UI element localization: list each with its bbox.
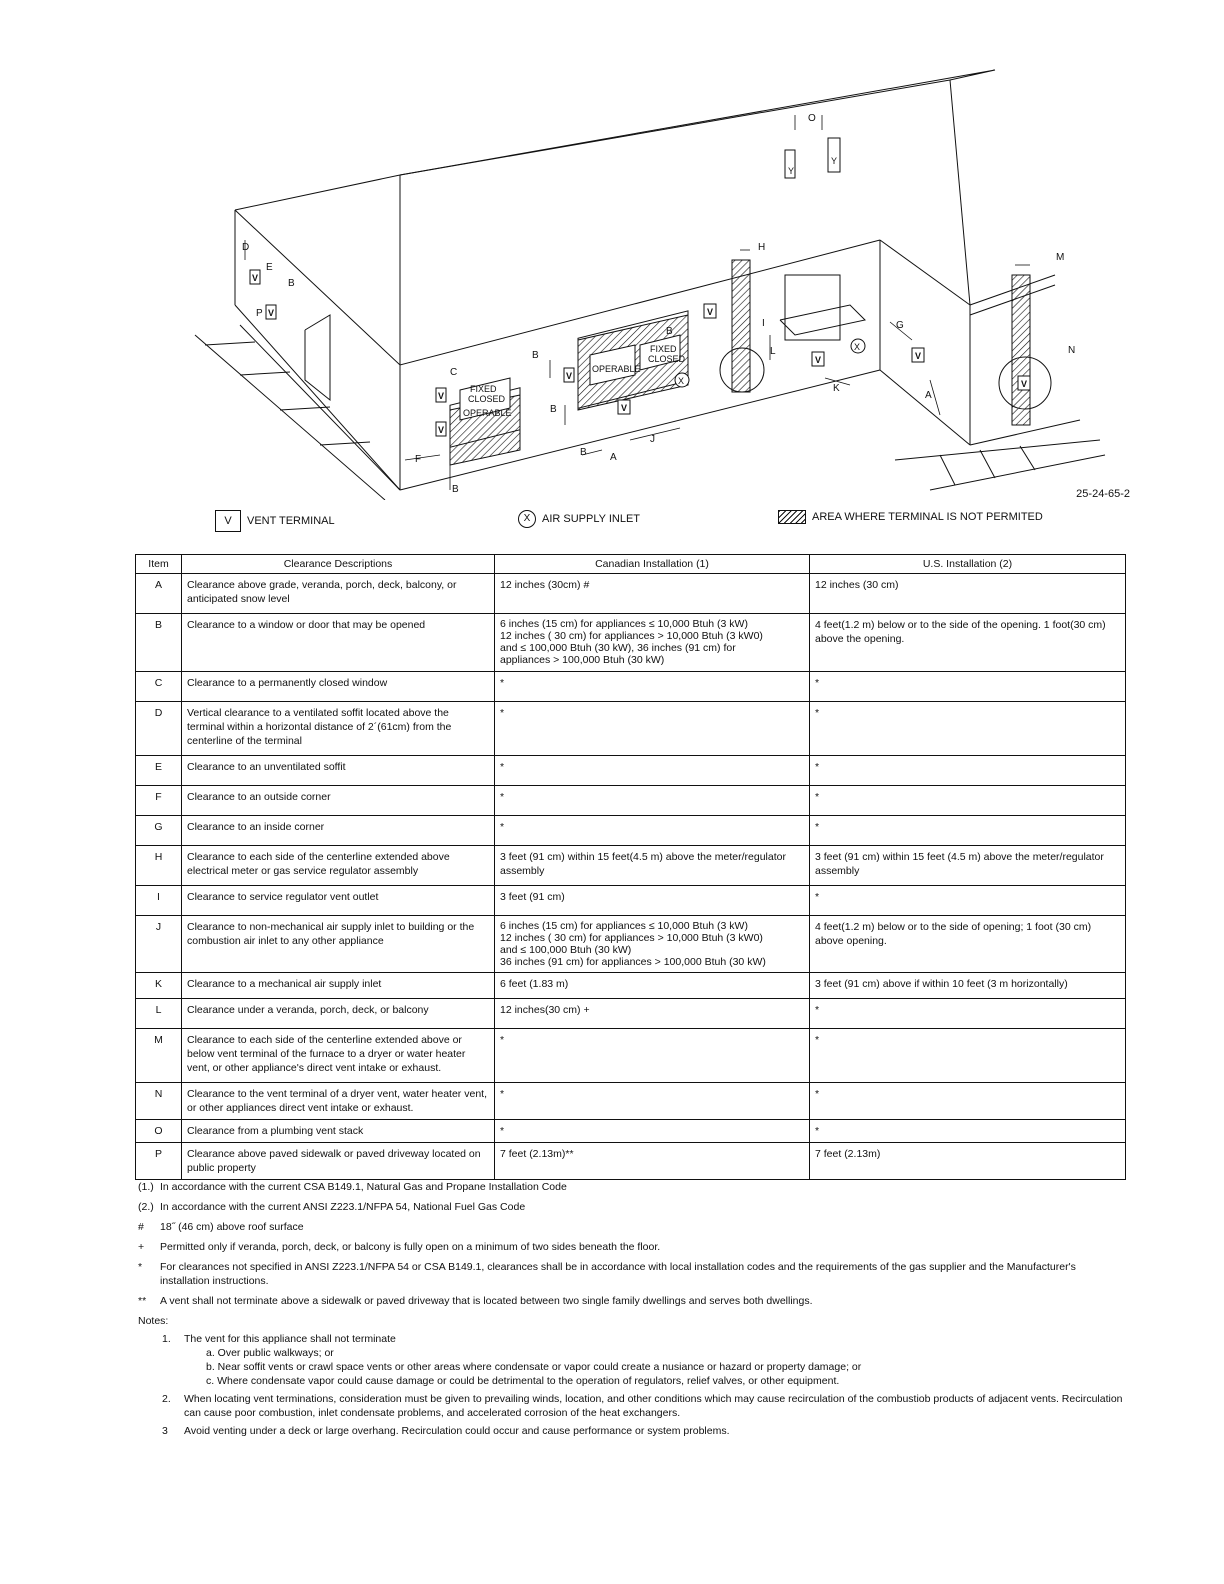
footnote [138,1294,1128,1308]
dim-label-g: G [896,320,904,331]
dim-label-d: D [242,242,250,253]
item-code: N [136,1083,182,1120]
table-row [136,574,1126,614]
clearance-description: Clearance to each side of the centerline extended above or below vent terminal of the furnace to a dryer or water heater vent, or other appliance's direct vent intake or exhaust. [182,1029,495,1083]
canadian-value: 3 feet (91 cm) within 15 feet(4.5 m) above the meter/regulator assembly [495,846,810,886]
legend-hatch-area [778,510,1043,524]
us-value: * [810,816,1126,846]
legend-vent-label: VENT TERMINAL [247,515,335,527]
us-value: * [810,1120,1126,1143]
note-text: The vent for this appliance shall not terminate [184,1333,396,1345]
us-value: 4 feet(1.2 m) below or to the side of opening; 1 foot (30 cm) above opening. [810,916,1126,973]
canadian-value: * [495,816,810,846]
canadian-value: * [495,756,810,786]
canadian-value: 7 feet (2.13m)** [495,1143,810,1180]
header-item: Item [136,555,182,574]
footnote [138,1220,1128,1234]
us-value: * [810,999,1126,1029]
table-row [136,1120,1126,1143]
dim-label-j: J [650,434,655,445]
us-value: * [810,672,1126,702]
dim-label-o: O [808,113,816,124]
us-value: * [810,702,1126,756]
item-code: P [136,1143,182,1180]
vent-symbol: V [268,308,275,318]
dim-label-e: E [266,262,273,273]
canadian-value: 6 inches (15 cm) for appliances ≤ 10,000 Btuh (3 kW) 12 inches ( 30 cm) for appliances > 10,000 Btuh (3 kW0) and ≤ 100,000 Btuh (30 kW), 36 inches (91 cm) for appliances > 100,000 Btuh (30 kW) [495,614,810,672]
window-operable-label-2: OPERABLE [592,364,641,374]
item-code: L [136,999,182,1029]
us-value: * [810,1083,1126,1120]
vent-symbol: V [707,307,714,317]
clearance-description: Clearance to the vent terminal of a dryer vent, water heater vent, or other appliances direct vent intake or exhaust. [182,1083,495,1120]
clearance-description: Clearance to service regulator vent outlet [182,886,495,916]
item-code: F [136,786,182,816]
item-code: M [136,1029,182,1083]
dim-label-l: L [770,346,776,357]
canadian-value: 6 feet (1.83 m) [495,973,810,999]
table-row [136,999,1126,1029]
house-clearance-diagram [150,60,1130,500]
us-value: 12 inches (30 cm) [810,574,1126,614]
table-row [136,756,1126,786]
clearance-description: Clearance to an outside corner [182,786,495,816]
vent-symbol: V [621,403,628,413]
clearance-description: Clearance to non-mechanical air supply inlet to building or the combustion air inlet to any other appliance [182,916,495,973]
note-item [162,1392,1128,1420]
canadian-value: * [495,672,810,702]
header-us: U.S. Installation (2) [810,555,1126,574]
dim-label-b: B [452,484,459,495]
item-code: G [136,816,182,846]
table-row [136,1143,1126,1180]
dim-label-h: H [758,242,766,253]
dim-label-n: N [1068,345,1076,356]
footnote [138,1200,1128,1214]
legend-vent-terminal [215,510,335,532]
us-value: 4 feet(1.2 m) below or to the side of the opening. 1 foot(30 cm) above the opening. [810,614,1126,672]
us-value: * [810,886,1126,916]
clearance-description: Clearance from a plumbing vent stack [182,1120,495,1143]
item-code: J [136,916,182,973]
canadian-value: 3 feet (91 cm) [495,886,810,916]
footnote-mark: + [138,1241,145,1253]
note-item [162,1332,1128,1346]
item-code: K [136,973,182,999]
footnote [138,1260,1128,1288]
clearance-description: Clearance to an unventilated soffit [182,756,495,786]
stack-label: Y [788,166,795,176]
figure-id: 25-24-65-2 [1076,488,1130,500]
table-row [136,846,1126,886]
footnote-mark: * [138,1261,143,1273]
dim-label-a2: A [610,452,617,463]
table-row [136,1029,1126,1083]
header-description: Clearance Descriptions [182,555,495,574]
clearance-description: Clearance under a veranda, porch, deck, or balcony [182,999,495,1029]
footnote-text: A vent shall not terminate above a sidewalk or paved driveway that is located between two single family dwellings and serves both dwellings. [160,1295,813,1307]
house-illustration [150,60,1130,500]
footnote [138,1240,1128,1254]
item-code: O [136,1120,182,1143]
footnote-text: In accordance with the current CSA B149.1, Natural Gas and Propane Installation Code [160,1181,567,1193]
us-value: * [810,756,1126,786]
item-code: H [136,846,182,886]
us-value: 3 feet (91 cm) within 15 feet (4.5 m) above the meter/regulator assembly [810,846,1126,886]
note-text: Avoid venting under a deck or large overhang. Recirculation could occur and cause performance or system problems. [184,1425,730,1437]
item-code: D [136,702,182,756]
vent-terminal-icon: V [215,510,241,532]
footnote [138,1180,1128,1194]
table-row [136,786,1126,816]
us-value: * [810,786,1126,816]
air-inlet-symbol: X [678,376,685,386]
us-value: * [810,1029,1126,1083]
window-fixed-label-1: FIXED [470,384,497,394]
canadian-value: 12 inches (30cm) # [495,574,810,614]
vent-symbol: V [566,371,573,381]
clearance-description: Clearance above grade, veranda, porch, deck, balcony, or anticipated snow level [182,574,495,614]
air-inlet-icon: X [518,510,536,528]
table-row [136,1083,1126,1120]
window-closed-label-1: CLOSED [468,394,506,404]
footnote-text: For clearances not specified in ANSI Z223.1/NFPA 54 or CSA B149.1, clearances shall be in accordance with local installation codes and the requirements of the gas supplier and the Manufacturer's installation instructions. [160,1261,1076,1287]
footnote-mark: # [138,1221,144,1233]
dim-label-b: B [532,350,539,361]
header-canadian: Canadian Installation (1) [495,555,810,574]
legend-hatch-label: AREA WHERE TERMINAL IS NOT PERMITED [812,511,1043,523]
dim-label-p: P [256,308,263,319]
note-item [162,1424,1128,1438]
us-value: 7 feet (2.13m) [810,1143,1126,1180]
canadian-value: * [495,1083,810,1120]
clearance-table [135,554,1126,1180]
dim-label-a: A [925,390,932,401]
note-number: 3 [162,1425,168,1437]
clearance-description: Clearance above paved sidewalk or paved driveway located on public property [182,1143,495,1180]
dim-label-i: I [762,318,765,329]
canadian-value: * [495,786,810,816]
dim-label-m: M [1056,252,1065,263]
clearance-description: Clearance to a window or door that may be opened [182,614,495,672]
canadian-value: 6 inches (15 cm) for appliances ≤ 10,000 Btuh (3 kW) 12 inches ( 30 cm) for appliances > 10,000 Btuh (3 kW0) and ≤ 100,000 Btuh (30 kW) 36 inches (91 cm) for appliances > 100,000 Btuh (30 kW) [495,916,810,973]
hatch-area-icon [778,510,806,524]
table-row [136,973,1126,999]
note-sub-item: b. Near soffit vents or crawl space vents or other areas where condensate or vapor could create a nusiance or hazard or property damage; or [206,1361,862,1373]
clearance-description: Vertical clearance to a ventilated soffit located above the terminal within a horizontal distance of 2´(61cm) from the centerline of the terminal [182,702,495,756]
table-row [136,916,1126,973]
window-operable-label-1: OPERABLE [463,408,512,418]
dim-label-f: F [415,454,422,465]
dim-label-b: B [288,278,295,289]
legend [0,510,1224,538]
table-row [136,614,1126,672]
note-sub-item: a. Over public walkways; or [206,1347,334,1359]
air-inlet-symbol: X [854,342,861,352]
clearance-description: Clearance to each side of the centerline extended above electrical meter or gas service regulator assembly [182,846,495,886]
window-closed-label-2: CLOSED [648,354,686,364]
table-row [136,672,1126,702]
vent-symbol: V [815,355,822,365]
vent-symbol: V [1021,379,1028,389]
window-fixed-label-2: FIXED [650,344,677,354]
table-header-row [136,555,1126,574]
dim-label-c: C [450,367,458,378]
table-row [136,886,1126,916]
vent-symbol: V [438,425,445,435]
item-code: I [136,886,182,916]
clearance-description: Clearance to a mechanical air supply inlet [182,973,495,999]
table-row [136,816,1126,846]
note-text: When locating vent terminations, consideration must be given to prevailing winds, location, and other conditions which may cause recirculation of the combustiob products of adjacent vents. Recirculation can cause poor combustion, inlet condensate problems, and accelerated corrosion of the heat exchangers. [184,1393,1123,1419]
note-number: 2. [162,1393,171,1405]
table-row [136,702,1126,756]
legend-air-supply [518,510,640,528]
footnote-mark: ** [138,1295,147,1307]
vent-symbol: V [252,273,259,283]
item-code: B [136,614,182,672]
vent-symbol: V [438,391,445,401]
note-number: 1. [162,1333,171,1345]
canadian-value: * [495,1029,810,1083]
legend-air-label: AIR SUPPLY INLET [542,513,641,525]
footnote-text: In accordance with the current ANSI Z223.1/NFPA 54, National Fuel Gas Code [160,1201,526,1213]
item-code: A [136,574,182,614]
footnote-text: 18˝ (46 cm) above roof surface [160,1221,304,1233]
canadian-value: * [495,702,810,756]
dim-label-k: K [833,383,840,394]
item-code: C [136,672,182,702]
canadian-value: * [495,1120,810,1143]
item-code: E [136,756,182,786]
us-value: 3 feet (91 cm) above if within 10 feet (3 m horizontally) [810,973,1126,999]
note-sub-item: c. Where condensate vapor could cause damage or could be detrimental to the operation of regulators, relief valves, or other equipment. [206,1375,840,1387]
footnote-mark: (1.) [138,1181,154,1193]
notes-heading: Notes: [138,1315,169,1327]
footnote-mark: (2.) [138,1201,154,1213]
clearance-description: Clearance to a permanently closed window [182,672,495,702]
canadian-value: 12 inches(30 cm) + [495,999,810,1029]
vent-symbol: V [915,351,922,361]
dim-label-b: B [666,326,673,337]
clearance-description: Clearance to an inside corner [182,816,495,846]
stack-label: Y [831,156,838,166]
dim-label-b: B [550,404,557,415]
footnotes-section [138,1180,1128,1438]
dim-label-b: B [580,447,587,458]
footnote-text: Permitted only if veranda, porch, deck, or balcony is fully open on a minimum of two sides beneath the floor. [160,1241,661,1253]
